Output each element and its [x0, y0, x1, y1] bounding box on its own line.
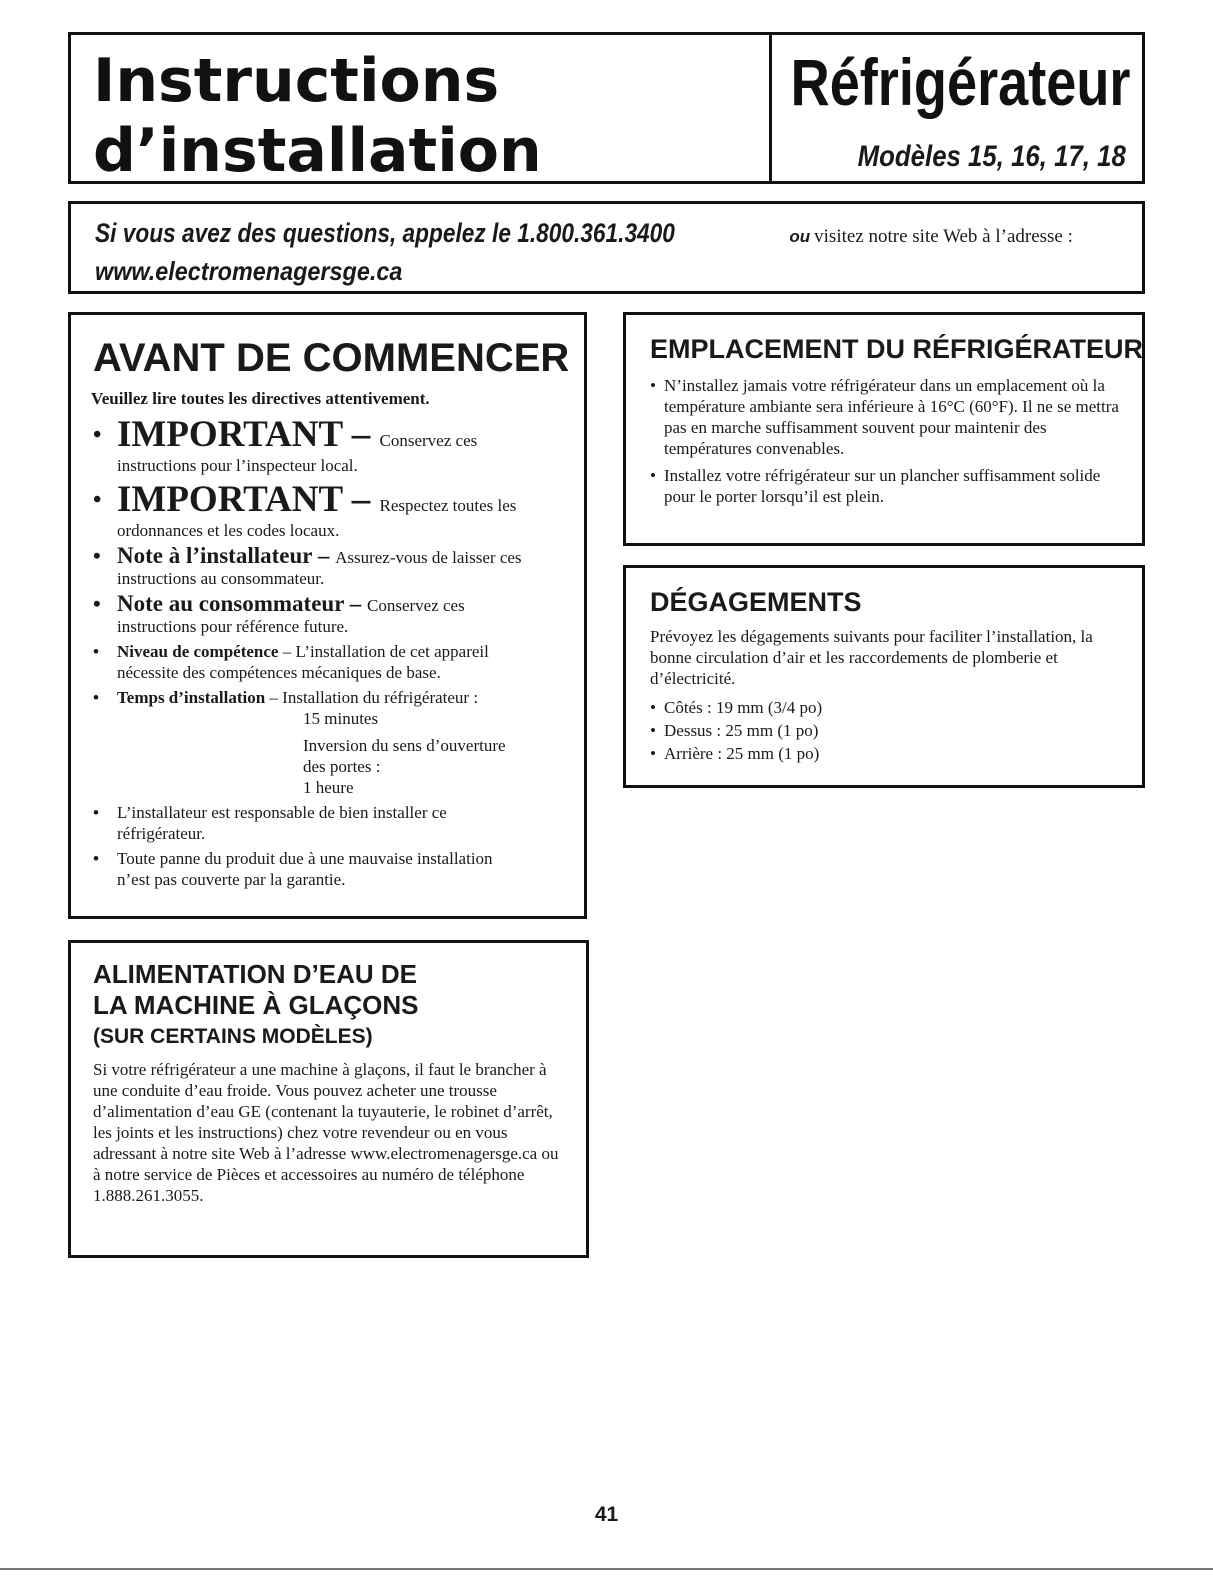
item-text: Assurez-vous de laisser ces [335, 548, 522, 567]
list-item: • Temps d’installation – Installation du réfrigérateur : 15 minutes Inversion du sens d’ouverture des portes : 1 heure [91, 687, 574, 798]
alimentation-subtitle: (SUR CERTAINS MODÈLES) [93, 1025, 373, 1048]
header-product-box [769, 32, 1145, 184]
item-text: Arrière : 25 mm (1 po) [664, 744, 820, 763]
item-text-rest: instructions au consommateur. [117, 569, 325, 588]
list-item: • Toute panne du produit due à une mauvaise installation n’est pas couverte par la garantie. [93, 849, 493, 889]
bottom-rule [0, 1568, 1213, 1570]
install-time: 15 minutes [303, 709, 379, 728]
degagements-title: DÉGAGEMENTS [650, 587, 862, 617]
item-text: L’installation de cet appareil [295, 642, 489, 661]
item-text-rest: instructions pour l’inspecteur local. [117, 456, 358, 475]
item-text: Respectez toutes les [379, 496, 517, 515]
alimentation-title-2: LA MACHINE À GLAÇONS [93, 990, 419, 1020]
emplacement-list [650, 375, 1124, 513]
item-label: IMPORTANT [117, 414, 343, 455]
item-text: Toute panne du produit due à une mauvaise installation n’est pas couverte par la garantie. [117, 849, 493, 889]
alimentation-title [93, 959, 418, 1052]
list-item: • Côtés : 19 mm (3/4 po) [650, 698, 823, 717]
alimentation-section [68, 940, 589, 1258]
item-text: Dessus : 25 mm (1 po) [664, 721, 819, 740]
item-sep: – [342, 414, 380, 455]
item-text: L’installateur est responsable de bien installer ce réfrigérateur. [117, 803, 447, 843]
list-item: • Niveau de compétence – L’installation de cet appareil nécessite des compétences mécaniques de base. [93, 642, 489, 682]
item-text-rest: instructions pour référence future. [117, 617, 349, 636]
avant-intro: Veuillez lire toutes les directives attentivement. [91, 389, 430, 408]
item-text: Installation du réfrigérateur : [282, 688, 479, 707]
list-item: • Note au consommateur – Conservez ces instructions pour référence future. [93, 591, 465, 636]
list-item: • Installez votre réfrigérateur sur un plancher suffisamment solide pour le porter lorsqu’il est plein. [650, 466, 1101, 506]
alimentation-title-1: ALIMENTATION D’EAU DE [93, 959, 418, 989]
door-time: 1 heure [303, 778, 354, 797]
emplacement-title: EMPLACEMENT DU RÉFRIGÉRATEUR [650, 334, 1144, 364]
item-label: Temps d’installation [117, 688, 266, 707]
item-sep: – [265, 688, 283, 707]
degagements-body [650, 626, 1102, 766]
list-item: • Dessus : 25 mm (1 po) [650, 721, 819, 740]
list-item: • L’installateur est responsable de bien installer ce réfrigérateur. [93, 803, 447, 843]
contact-rest: visitez notre site Web à l’adresse : [814, 226, 1073, 247]
list-item: • Note à l’installateur – Assurez-vous de laisser ces instructions au consommateur. [93, 543, 522, 588]
item-label: Niveau de compétence [117, 642, 279, 661]
product-title: Réfrigérateur [790, 45, 1130, 119]
item-text: N’installez jamais votre réfrigérateur dans un emplacement où la température ambiante sera inférieure à 16°C (60°F). Il ne se mettra pas en marche suffisamment souvent pour maintenir des températures convenables. [664, 376, 1119, 458]
item-text: Côtés : 19 mm (3/4 po) [664, 698, 823, 717]
item-sep: – [344, 591, 367, 616]
item-label: IMPORTANT [117, 479, 343, 520]
item-text-rest: Inversion du sens d’ouverture [303, 736, 506, 755]
avant-section [68, 312, 587, 919]
contact-line [95, 218, 1073, 249]
item-text-rest: nécessite des compétences mécaniques de base. [117, 663, 441, 682]
contact-box [68, 201, 1145, 294]
emplacement-section [623, 312, 1145, 546]
avant-list [91, 415, 574, 894]
item-text: Conservez ces [367, 596, 465, 615]
title-line-2: d’installation [93, 116, 542, 186]
item-label: Note au consommateur [117, 591, 344, 616]
item-text-rest: ordonnances et les codes locaux. [117, 521, 340, 540]
contact-ou: ou [789, 227, 811, 246]
list-item: • N’installez jamais votre réfrigérateur dans un emplacement où la température ambiante sera inférieure à 16°C (60°F). Il ne se mettra pas en marche suffisamment souvent pour maintenir des températures convenables. [650, 376, 1119, 458]
degagements-intro: Prévoyez les dégagements suivants pour faciliter l’installation, la bonne circulation d’air et les raccordements de plomberie et d’électricité. [650, 627, 1093, 688]
contact-url[interactable]: www.electromenagersge.ca [95, 256, 403, 286]
alimentation-body: Si votre réfrigérateur a une machine à glaçons, il faut le brancher à une conduite d’eau froide. Vous pouvez acheter une trousse d’alimentation d’eau GE (contenant la tuyauterie, le robinet d’arrêt, les joints et les instructions) chez votre revendeur ou en vous adressant à notre site Web à l’adresse www.electromenagersge.ca ou à notre service de Pièces et accessoires au numéro de téléphone 1.888.261.3055. [93, 1060, 559, 1205]
models-label: Modèles 15, 16, 17, 18 [857, 140, 1126, 173]
header-title-box [68, 32, 772, 184]
list-item: • IMPORTANT – Respectez toutes les ordonnances et les codes locaux. [93, 479, 517, 540]
item-sep: – [342, 479, 380, 520]
title-line-1: Instructions [93, 46, 500, 116]
list-item: • IMPORTANT – Conservez ces instructions pour l’inspecteur local. [93, 414, 478, 475]
item-text-rest-2: des portes : [303, 757, 381, 776]
item-text: Installez votre réfrigérateur sur un plancher suffisamment solide pour le porter lorsqu’il est plein. [664, 466, 1101, 506]
item-label: Note à l’installateur [117, 543, 313, 568]
avant-title: AVANT DE COMMENCER [93, 336, 570, 380]
degagements-section [623, 565, 1145, 788]
item-text: Conservez ces [379, 431, 478, 450]
item-sep: – [278, 642, 296, 661]
page-number: 41 [594, 1503, 619, 1526]
item-sep: – [312, 543, 336, 568]
list-item: • Arrière : 25 mm (1 po) [650, 744, 820, 763]
contact-question: Si vous avez des questions, appelez le 1.800.361.3400 [95, 218, 675, 248]
